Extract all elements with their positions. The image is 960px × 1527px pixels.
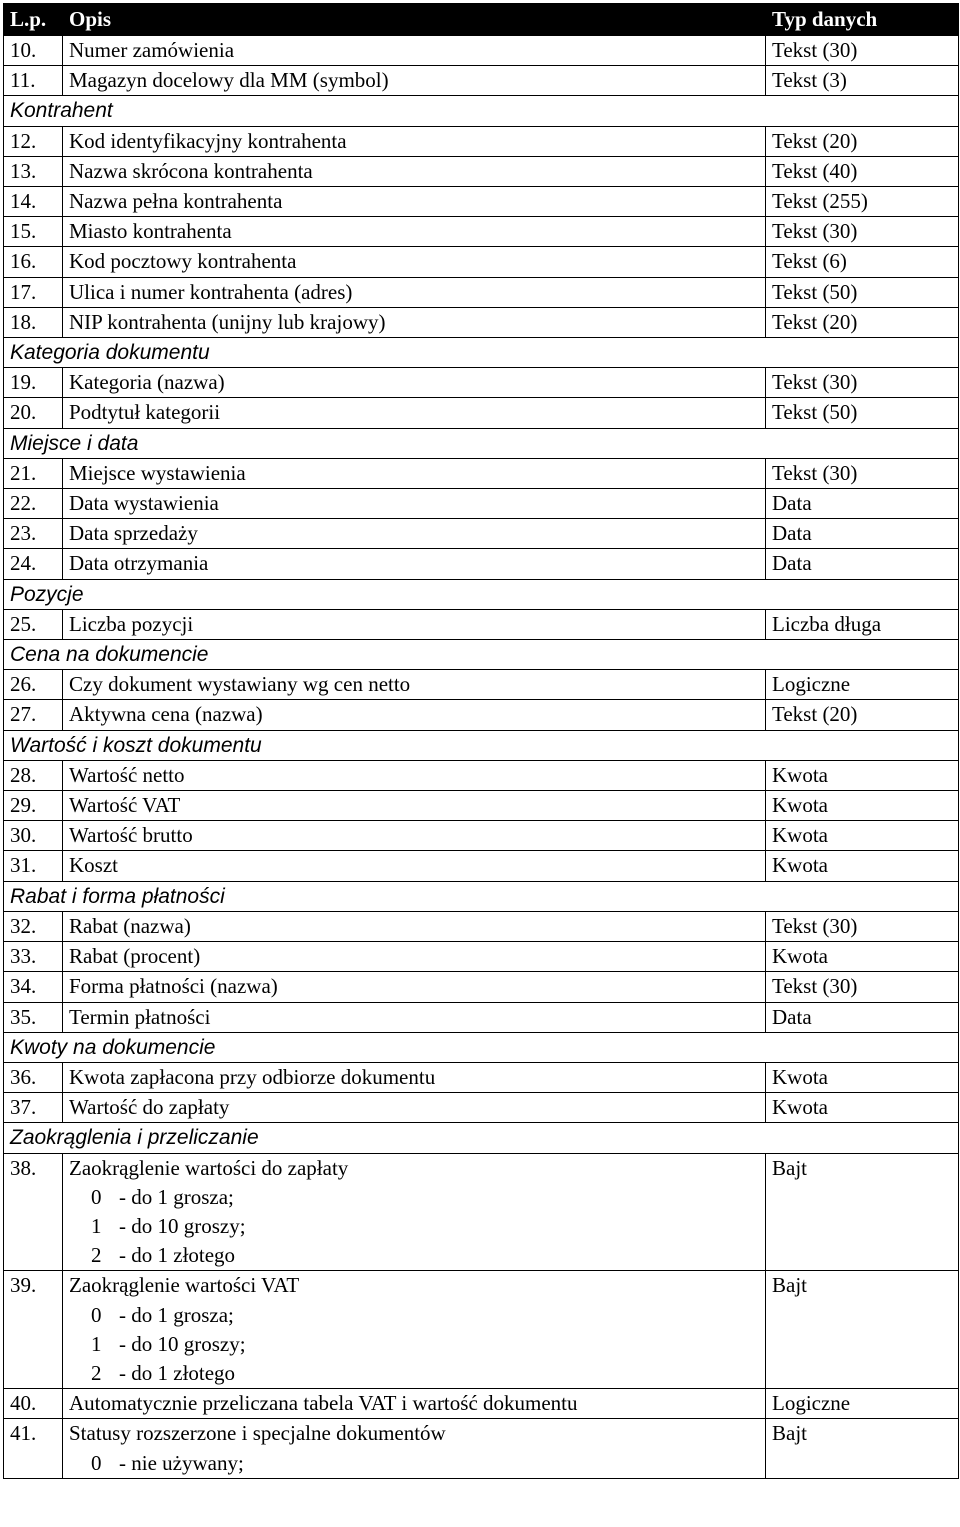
table-body xyxy=(4,36,959,1479)
row-number: 37. xyxy=(4,1093,63,1123)
row-type: Tekst (30) xyxy=(766,217,959,247)
row-number: 41. xyxy=(4,1419,63,1478)
row-type: Liczba długa xyxy=(766,609,959,639)
table-row xyxy=(4,1093,959,1123)
row-description xyxy=(63,247,766,277)
row-description-text: Kwota zapłacona przy odbiorze dokumentu xyxy=(69,1064,436,1089)
row-number: 36. xyxy=(4,1062,63,1092)
header-opis: Opis xyxy=(63,4,766,36)
table-row xyxy=(4,1419,959,1478)
row-number: 31. xyxy=(4,851,63,881)
row-description xyxy=(63,821,766,851)
row-option xyxy=(69,1449,765,1478)
row-type: Logiczne xyxy=(766,670,959,700)
row-number: 35. xyxy=(4,1002,63,1032)
row-description xyxy=(63,66,766,96)
row-description xyxy=(63,277,766,307)
document-spec-table xyxy=(3,3,959,1479)
header-typ: Typ danych xyxy=(766,4,959,36)
table-row xyxy=(4,217,959,247)
row-type: Tekst (3) xyxy=(766,66,959,96)
table-row xyxy=(4,1271,959,1389)
row-description-text: Zaokrąglenie wartości do zapłaty xyxy=(69,1155,349,1180)
table-row xyxy=(4,66,959,96)
table-row xyxy=(4,760,959,790)
option-code: 2 xyxy=(91,1243,102,1268)
row-description xyxy=(63,187,766,217)
row-type: Data xyxy=(766,489,959,519)
table-row xyxy=(4,1153,959,1271)
table-row xyxy=(4,911,959,941)
row-option xyxy=(69,1301,765,1330)
row-number: 21. xyxy=(4,458,63,488)
table-row xyxy=(4,1389,959,1419)
row-number: 24. xyxy=(4,549,63,579)
option-code: 1 xyxy=(91,1331,102,1356)
row-number: 25. xyxy=(4,609,63,639)
table-row xyxy=(4,187,959,217)
table-row xyxy=(4,821,959,851)
table-row xyxy=(4,36,959,66)
row-number: 38. xyxy=(4,1153,63,1271)
row-description xyxy=(63,791,766,821)
row-description-text: Wartość do zapłaty xyxy=(69,1095,230,1120)
section-row xyxy=(4,1123,959,1153)
section-row xyxy=(4,338,959,368)
row-type: Data xyxy=(766,549,959,579)
table-row xyxy=(4,398,959,428)
row-type: Kwota xyxy=(766,791,959,821)
table-row xyxy=(4,368,959,398)
row-description xyxy=(63,217,766,247)
row-description-text: Koszt xyxy=(69,853,118,878)
row-option xyxy=(69,1330,765,1359)
row-description-text: NIP kontrahenta (unijny lub krajowy) xyxy=(69,309,386,334)
row-description xyxy=(63,1002,766,1032)
row-description xyxy=(63,519,766,549)
row-description-text: Forma płatności (nazwa) xyxy=(69,974,278,999)
row-type: Tekst (30) xyxy=(766,458,959,488)
row-description-text: Wartość brutto xyxy=(69,823,193,848)
row-description-text: Wartość VAT xyxy=(69,793,181,818)
row-type: Kwota xyxy=(766,760,959,790)
row-number: 28. xyxy=(4,760,63,790)
table-row xyxy=(4,670,959,700)
row-number: 17. xyxy=(4,277,63,307)
row-description-text: Nazwa skrócona kontrahenta xyxy=(69,158,313,183)
row-description xyxy=(63,1419,766,1478)
option-label: - nie używany; xyxy=(119,1450,244,1475)
row-type: Tekst (40) xyxy=(766,156,959,186)
header-row xyxy=(4,4,959,36)
row-number: 16. xyxy=(4,247,63,277)
row-description-text: Wartość netto xyxy=(69,762,185,787)
section-title: Zaokrąglenia i przeliczanie xyxy=(4,1123,959,1153)
row-type: Tekst (20) xyxy=(766,307,959,337)
row-type: Tekst (30) xyxy=(766,911,959,941)
row-number: 10. xyxy=(4,36,63,66)
row-type: Kwota xyxy=(766,1062,959,1092)
option-code: 0 xyxy=(91,1450,102,1475)
row-description-text: Aktywna cena (nazwa) xyxy=(69,702,263,727)
row-type: Tekst (50) xyxy=(766,398,959,428)
row-description-text: Kod pocztowy kontrahenta xyxy=(69,249,297,274)
row-number: 27. xyxy=(4,700,63,730)
row-description xyxy=(63,942,766,972)
row-type: Tekst (30) xyxy=(766,368,959,398)
row-description xyxy=(63,36,766,66)
row-description-text: Automatycznie przeliczana tabela VAT i wartość dokumentu xyxy=(69,1391,578,1416)
section-title: Cena na dokumencie xyxy=(4,640,959,670)
row-description xyxy=(63,549,766,579)
row-type: Bajt xyxy=(766,1419,959,1478)
section-title: Kategoria dokumentu xyxy=(4,338,959,368)
row-number: 14. xyxy=(4,187,63,217)
row-description xyxy=(63,1093,766,1123)
section-row xyxy=(4,428,959,458)
row-description-text: Zaokrąglenie wartości VAT xyxy=(69,1273,300,1298)
section-title: Miejsce i data xyxy=(4,428,959,458)
row-number: 13. xyxy=(4,156,63,186)
option-code: 0 xyxy=(91,1184,102,1209)
header-lp: L.p. xyxy=(4,4,63,36)
row-description xyxy=(63,368,766,398)
row-description-text: Termin płatności xyxy=(69,1004,211,1029)
row-type: Tekst (20) xyxy=(766,126,959,156)
row-number: 12. xyxy=(4,126,63,156)
row-description-text: Miejsce wystawienia xyxy=(69,460,246,485)
section-row xyxy=(4,1032,959,1062)
row-description-text: Kod identyfikacyjny kontrahenta xyxy=(69,128,347,153)
row-type: Tekst (6) xyxy=(766,247,959,277)
option-label: - do 1 złotego xyxy=(119,1360,236,1385)
table-row xyxy=(4,609,959,639)
row-description-text: Czy dokument wystawiany wg cen netto xyxy=(69,672,411,697)
row-description xyxy=(63,458,766,488)
row-description-text: Nazwa pełna kontrahenta xyxy=(69,189,283,214)
option-label: - do 1 grosza; xyxy=(119,1302,234,1327)
table-row xyxy=(4,791,959,821)
row-description xyxy=(63,851,766,881)
row-number: 33. xyxy=(4,942,63,972)
option-label: - do 10 groszy; xyxy=(119,1213,246,1238)
option-code: 0 xyxy=(91,1302,102,1327)
row-description xyxy=(63,1271,766,1389)
row-number: 39. xyxy=(4,1271,63,1389)
row-description-text: Data wystawienia xyxy=(69,491,219,516)
row-type: Tekst (20) xyxy=(766,700,959,730)
row-description xyxy=(63,760,766,790)
row-description-text: Statusy rozszerzone i specjalne dokumentów xyxy=(69,1421,446,1446)
table-row xyxy=(4,519,959,549)
row-description-text: Kategoria (nazwa) xyxy=(69,370,225,395)
option-label: - do 1 złotego xyxy=(119,1243,236,1268)
section-title: Pozycje xyxy=(4,579,959,609)
table-row xyxy=(4,851,959,881)
option-code: 2 xyxy=(91,1360,102,1385)
table-row xyxy=(4,126,959,156)
row-description-text: Miasto kontrahenta xyxy=(69,219,232,244)
row-type: Tekst (255) xyxy=(766,187,959,217)
table-row xyxy=(4,458,959,488)
section-title: Kontrahent xyxy=(4,96,959,126)
row-number: 18. xyxy=(4,307,63,337)
row-description-text: Liczba pozycji xyxy=(69,611,194,636)
row-description xyxy=(63,972,766,1002)
row-number: 29. xyxy=(4,791,63,821)
table-row xyxy=(4,972,959,1002)
row-type: Bajt xyxy=(766,1271,959,1389)
table-row xyxy=(4,1062,959,1092)
section-title: Wartość i koszt dokumentu xyxy=(4,730,959,760)
row-type: Kwota xyxy=(766,821,959,851)
row-option xyxy=(69,1212,765,1241)
row-description-text: Numer zamówienia xyxy=(69,38,235,62)
row-description xyxy=(63,670,766,700)
row-type: Tekst (30) xyxy=(766,36,959,66)
row-description-text: Ulica i numer kontrahenta (adres) xyxy=(69,279,353,304)
row-number: 32. xyxy=(4,911,63,941)
row-type: Kwota xyxy=(766,942,959,972)
row-description-text: Data otrzymania xyxy=(69,551,209,576)
option-label: - do 10 groszy; xyxy=(119,1331,246,1356)
row-description xyxy=(63,1389,766,1419)
row-option xyxy=(69,1183,765,1212)
row-type: Tekst (50) xyxy=(766,277,959,307)
row-description xyxy=(63,489,766,519)
row-number: 20. xyxy=(4,398,63,428)
row-type: Bajt xyxy=(766,1153,959,1271)
row-type: Data xyxy=(766,519,959,549)
row-description-text: Data sprzedaży xyxy=(69,521,198,546)
row-description xyxy=(63,398,766,428)
section-title: Rabat i forma płatności xyxy=(4,881,959,911)
table-header xyxy=(4,4,959,36)
option-label: - do 1 grosza; xyxy=(119,1184,234,1209)
row-type: Kwota xyxy=(766,1093,959,1123)
row-option xyxy=(69,1359,765,1388)
row-type: Kwota xyxy=(766,851,959,881)
row-description xyxy=(63,609,766,639)
row-type: Logiczne xyxy=(766,1389,959,1419)
row-description xyxy=(63,911,766,941)
table-row xyxy=(4,1002,959,1032)
row-number: 11. xyxy=(4,66,63,96)
table-row xyxy=(4,277,959,307)
row-description-text: Magazyn docelowy dla MM (symbol) xyxy=(69,68,389,93)
row-type: Tekst (30) xyxy=(766,972,959,1002)
section-row xyxy=(4,881,959,911)
option-code: 1 xyxy=(91,1213,102,1238)
row-option xyxy=(69,1241,765,1270)
row-description-text: Podtytuł kategorii xyxy=(69,400,221,425)
row-description xyxy=(63,307,766,337)
table-row xyxy=(4,307,959,337)
row-number: 19. xyxy=(4,368,63,398)
table-row xyxy=(4,156,959,186)
row-number: 23. xyxy=(4,519,63,549)
row-description xyxy=(63,156,766,186)
row-description xyxy=(63,126,766,156)
row-number: 34. xyxy=(4,972,63,1002)
section-row xyxy=(4,579,959,609)
row-description-text: Rabat (nazwa) xyxy=(69,913,191,938)
table-row xyxy=(4,247,959,277)
section-row xyxy=(4,640,959,670)
row-number: 22. xyxy=(4,489,63,519)
row-number: 40. xyxy=(4,1389,63,1419)
section-row xyxy=(4,96,959,126)
row-type: Data xyxy=(766,1002,959,1032)
row-number: 26. xyxy=(4,670,63,700)
row-number: 15. xyxy=(4,217,63,247)
table-row xyxy=(4,700,959,730)
section-title: Kwoty na dokumencie xyxy=(4,1032,959,1062)
table-row xyxy=(4,549,959,579)
table-row xyxy=(4,942,959,972)
row-number: 30. xyxy=(4,821,63,851)
row-description xyxy=(63,1062,766,1092)
section-row xyxy=(4,730,959,760)
row-description xyxy=(63,700,766,730)
row-description xyxy=(63,1153,766,1271)
table-row xyxy=(4,489,959,519)
row-description-text: Rabat (procent) xyxy=(69,944,201,969)
